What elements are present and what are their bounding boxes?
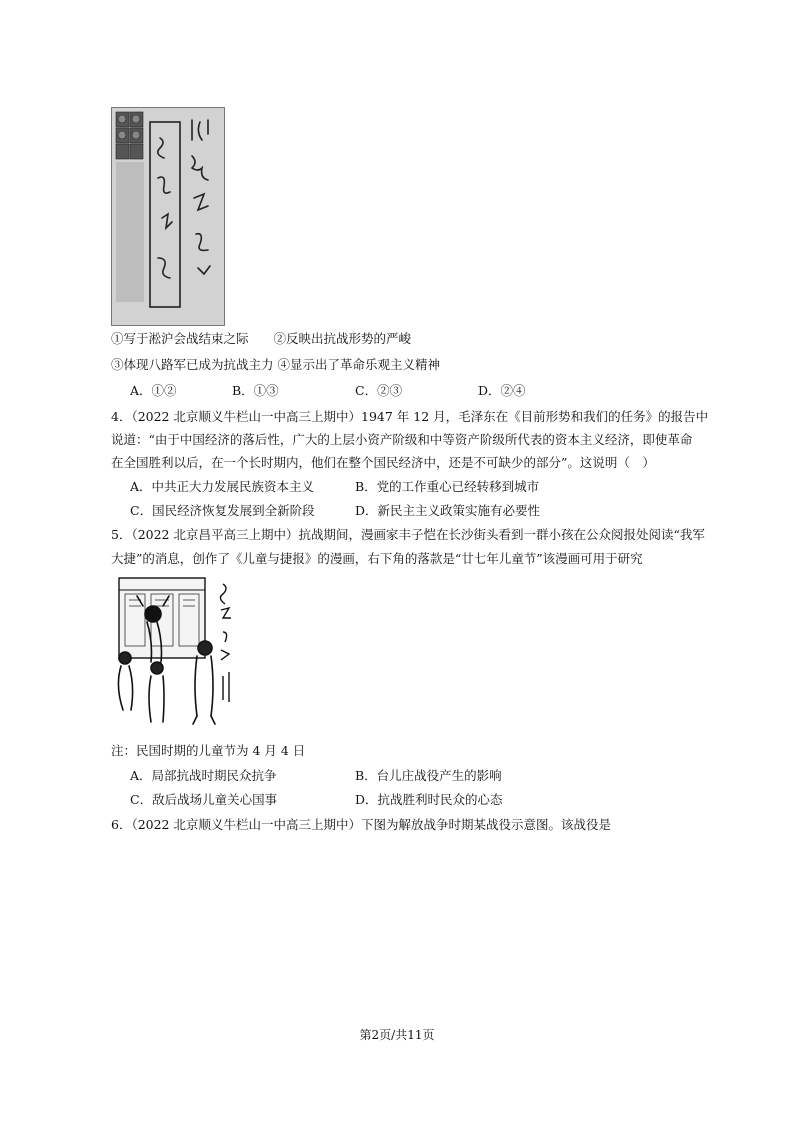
q3-statements-line2: ③体现八路军已成为抗战主力 ④显示出了革命乐观主义精神: [111, 357, 440, 372]
cartoon-image: [111, 576, 239, 731]
q5-stem-line2: 大捷”的消息，创作了《儿童与捷报》的漫画，右下角的落款是“廿七年儿童节”该漫画可用于研究: [111, 551, 643, 566]
q3-option-d[interactable]: D．②④: [478, 383, 526, 398]
q5-option-d[interactable]: D．抗战胜利时民众的心态: [355, 792, 503, 807]
q3-statements-line1: ①写于淞沪会战结束之际 ②反映出抗战形势的严峻: [111, 331, 412, 346]
q3-option-a[interactable]: A．①②: [130, 383, 177, 398]
q5-option-a[interactable]: A．局部抗战时期民众抗争: [130, 768, 277, 783]
envelope-image: [111, 107, 225, 326]
envelope-drawing: [112, 108, 224, 325]
q6-stem-line1: 6．（2022 北京顺义牛栏山一中高三上期中）下图为解放战争时期某战役示意图。该战役是: [111, 817, 611, 832]
q4-stem-line3: 在全国胜利以后，在一个长时期内，他们在整个国民经济中，还是不可缺少的部分”。这说明（ ）: [111, 455, 655, 470]
q4-stem-line1: 4．（2022 北京顺义牛栏山一中高三上期中）1947 年 12 月，毛泽东在《目前形势和我们的任务》的报告中: [111, 409, 709, 424]
q4-option-c[interactable]: C．国民经济恢复发展到全新阶段: [130, 503, 315, 518]
q5-option-c[interactable]: C．敌后战场儿童关心国事: [130, 792, 278, 807]
q5-note: 注：民国时期的儿童节为 4 月 4 日: [111, 743, 306, 758]
q5-stem-line1: 5．（2022 北京昌平高三上期中）抗战期间，漫画家丰子恺在长沙街头看到一群小孩在公众阅报处阅读“我军: [111, 527, 705, 542]
q3-option-b[interactable]: B．①③: [232, 383, 279, 398]
cartoon-drawing: [111, 576, 239, 731]
q4-stem-line2: 说道：“由于中国经济的落后性，广大的上层小资产阶级和中等资产阶级所代表的资本主义经济，即使革命: [111, 432, 693, 447]
q4-option-a[interactable]: A．中共正大力发展民族资本主义: [130, 479, 315, 494]
q4-option-b[interactable]: B．党的工作重心已经转移到城市: [355, 479, 540, 494]
q5-option-b[interactable]: B．台儿庄战役产生的影响: [355, 768, 502, 783]
q4-option-d[interactable]: D．新民主主义政策实施有必要性: [355, 503, 541, 518]
q3-option-c[interactable]: C．②③: [355, 383, 403, 398]
page-number: 第2页/共11页: [359, 1028, 435, 1042]
